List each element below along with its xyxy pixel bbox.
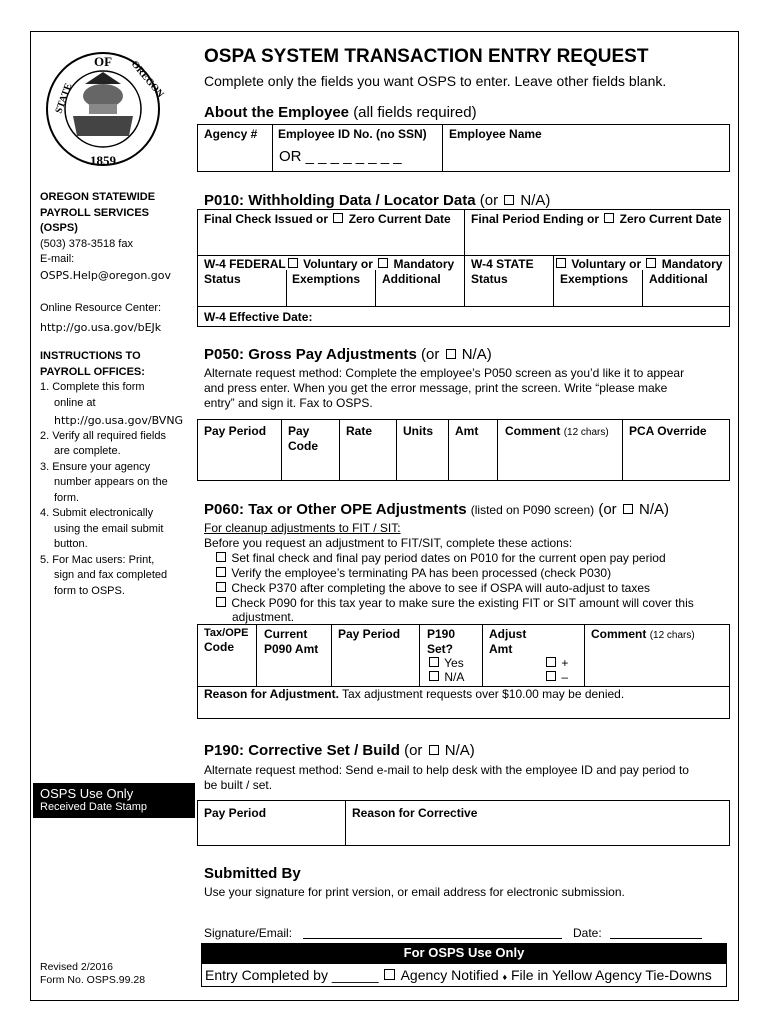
col-comment-text: Comment [505, 424, 561, 438]
col-set: Set? [427, 642, 454, 656]
state-options [554, 257, 722, 272]
status-label: Status [471, 272, 508, 286]
divider [345, 800, 346, 846]
col-adjust: Adjust [489, 627, 527, 641]
check-item-text: Set final check and final pay period dates on P010 for the current open pay period [228, 551, 666, 565]
p190-na-checkbox[interactable] [429, 745, 439, 755]
sidebar-resource [40, 301, 161, 335]
p060-heading-text: P060: Tax or Other OPE Adjustments [204, 501, 467, 518]
final-check-text: Final Check Issued or [204, 212, 332, 226]
divider [197, 306, 730, 307]
na-prefix: (or [479, 192, 503, 209]
p060-heading-note: (listed on P090 screen) [470, 503, 595, 517]
w4-state-label: W-4 STATE [471, 257, 534, 271]
employee-id-field[interactable]: OR _ _ _ _ _ _ _ _ [279, 148, 402, 165]
sidebar-org [40, 190, 171, 283]
col-adjust-amt: Amt [489, 642, 513, 656]
minus-checkbox[interactable] [546, 671, 556, 681]
date-field[interactable] [610, 938, 702, 939]
col-comment [505, 424, 609, 440]
plus-checkbox[interactable] [546, 657, 556, 667]
col-current: Current [264, 627, 308, 641]
p050-alt-line: Alternate request method: Complete the employee’s P050 screen as you’d like it to appear [204, 366, 685, 380]
action-checkbox[interactable] [216, 582, 226, 592]
diamond-bullet-icon: ♦ [502, 972, 508, 982]
final-check-label [204, 212, 451, 227]
osps-use-only-box [33, 783, 195, 818]
form-number: Form No. OSPS.99.28 [40, 974, 146, 986]
step-1-link[interactable]: http://go.usa.gov/BVNG [54, 414, 184, 427]
action-checkbox[interactable] [216, 552, 226, 562]
col-p190: P190 [427, 627, 456, 641]
divider [272, 124, 273, 172]
agency-field[interactable] [198, 143, 271, 171]
check-item-cont: adjustment. [232, 610, 295, 624]
col-comment [591, 627, 695, 643]
step-5: 5. For Mac users: Print, [40, 553, 155, 566]
oregon-seal-icon [45, 44, 166, 174]
na-text: N/A [441, 670, 465, 684]
set-yes-option [427, 656, 464, 671]
p060-heading: P060: Tax or Other OPE Adjustments (listed on P090 screen) (or N/A) [204, 501, 669, 518]
col-p090-amt: P090 Amt [264, 642, 319, 656]
minus-text: – [558, 670, 569, 684]
col-pay-period: Pay Period [338, 627, 401, 641]
reason-note: Tax adjustment requests over $10.00 may be denied. [338, 687, 625, 701]
set-na-option [427, 670, 464, 685]
p010-heading-text: P010: Withholding Data / Locator Data [204, 192, 476, 209]
col-pay-period: Pay Period [204, 424, 267, 438]
w4-federal-text: W-4 FEDERAL [204, 257, 286, 271]
p050-alt-line: and press enter. When you get the error message, print the screen. Write “please make [204, 381, 668, 395]
mandatory-text: Mandatory [658, 257, 723, 271]
divider [281, 419, 282, 481]
email-link[interactable]: OSPS.Help@oregon.gov [40, 268, 172, 282]
additional-label: Additional [382, 272, 441, 286]
mandatory-checkbox[interactable] [378, 258, 388, 268]
osps-use-only-label: OSPS Use Only [40, 786, 134, 801]
voluntary-checkbox[interactable] [288, 258, 298, 268]
org-line: OREGON STATEWIDE [40, 191, 156, 203]
zero-current-date-text: Zero Current Date [345, 212, 451, 226]
divider [642, 270, 643, 306]
p190-heading: P190: Corrective Set / Build (or N/A) [204, 742, 475, 759]
minus-option [544, 670, 568, 685]
divider [256, 624, 257, 686]
reason-label: Reason for Adjustment. [204, 687, 339, 701]
col-code: Code [288, 439, 318, 453]
osps-entry-row [201, 963, 727, 987]
mandatory-checkbox[interactable] [646, 258, 656, 268]
signature-field[interactable] [303, 938, 562, 939]
step-5-cont: form to OSPS. [54, 584, 125, 597]
plus-option [544, 656, 568, 671]
employee-name-field[interactable] [443, 143, 729, 171]
divider [375, 270, 376, 306]
received-stamp-label: Received Date Stamp [40, 801, 147, 813]
about-heading-note: (all fields required) [353, 104, 477, 121]
zero-current-date-checkbox[interactable] [333, 213, 343, 223]
divider [622, 419, 623, 481]
submitted-note: Use your signature for print version, or email address for electronic submission. [204, 885, 625, 899]
plus-text: + [558, 656, 569, 670]
zero-current-date-text: Zero Current Date [616, 212, 722, 226]
for-osps-use-only-bar: For OSPS Use Only [201, 943, 727, 963]
sidebar-instructions [40, 349, 183, 599]
w4-effective-date-label: W-4 Effective Date: [204, 310, 313, 324]
check-item-text: Verify the employee’s terminating PA has been processed (check P030) [228, 566, 612, 580]
form-subtitle: Complete only the fields you want OSPS to enter. Leave other fields blank. [204, 73, 667, 89]
divider [339, 419, 340, 481]
col-comment-text: Comment [591, 627, 647, 641]
exemptions-label: Exemptions [292, 272, 361, 286]
resource-link[interactable]: http://go.usa.gov/bEJk [40, 320, 162, 334]
col-tax-ope: Tax/OPE [204, 627, 249, 639]
org-line: PAYROLL SERVICES [40, 206, 150, 219]
signature-label: Signature/Email: [204, 926, 293, 940]
p190-alt-line: be built / set. [204, 778, 273, 792]
p060-na-checkbox[interactable] [623, 504, 633, 514]
email-label: E-mail: [40, 253, 75, 265]
agency-notified-checkbox[interactable] [384, 969, 395, 980]
check-item-text: Check P090 for this tax year to make sure the existing FIT or SIT amount will cover this [228, 596, 694, 610]
employee-name-label: Employee Name [449, 127, 542, 141]
voluntary-text: Voluntary or [299, 257, 377, 271]
p050-heading: P050: Gross Pay Adjustments (or N/A) [204, 346, 492, 363]
final-period-label [471, 212, 722, 227]
instructions-title: PAYROLL OFFICES: [40, 365, 145, 378]
divider [396, 419, 397, 481]
final-period-text: Final Period Ending or [471, 212, 603, 226]
about-heading [204, 104, 477, 121]
col-amt: Amt [455, 424, 479, 438]
instructions-title: INSTRUCTIONS TO [40, 350, 141, 362]
resource-label: Online Resource Center: [40, 302, 162, 314]
p010-heading [204, 192, 550, 209]
check-item [214, 596, 694, 611]
check-item-text: Check P370 after completing the above to see if OSPA will auto-adjust to taxes [228, 581, 651, 595]
col-units: Units [403, 424, 433, 438]
reason-for-adjustment [204, 687, 624, 702]
divider [482, 624, 483, 686]
col-pay-period: Pay Period [204, 806, 267, 820]
agency-notified-text: Agency Notified [397, 967, 503, 983]
before-text: Before you request an adjustment to FIT/SIT, complete these actions: [204, 536, 573, 550]
p190-alt-line: Alternate request method: Send e-mail to help desk with the employee ID and pay period to [204, 763, 689, 777]
w4-federal-label [204, 257, 454, 272]
date-label: Date: [573, 926, 602, 940]
check-item [214, 551, 666, 566]
col-comment-note: (12 chars) [563, 427, 609, 438]
employee-id-label: Employee ID No. (no SSN) [278, 127, 427, 141]
org-line: (OSPS) [40, 222, 78, 234]
status-label: Status [204, 272, 241, 286]
additional-label: Additional [649, 272, 708, 286]
p050-heading-text: P050: Gross Pay Adjustments [204, 346, 417, 363]
fax-number: (503) 378-3518 fax [40, 237, 133, 250]
col-pay: Pay [288, 424, 310, 438]
check-item [214, 581, 650, 596]
step-4-cont: using the email submit [54, 522, 164, 535]
seal-top-text: OF [93, 54, 113, 69]
mandatory-text: Mandatory [390, 257, 455, 271]
divider [497, 419, 498, 481]
divider [286, 270, 287, 306]
step-4-cont: button. [54, 538, 88, 550]
submitted-heading: Submitted By [204, 865, 301, 882]
action-checkbox[interactable] [216, 567, 226, 577]
p010-na-checkbox[interactable] [504, 195, 514, 205]
step-1: 1. Complete this form [40, 381, 145, 393]
revised-date: Revised 2/2016 [40, 961, 113, 973]
divider [419, 624, 420, 686]
agency-label: Agency # [204, 127, 258, 141]
divider [584, 624, 585, 686]
entry-completed-text: Entry Completed by ______ [205, 967, 383, 983]
col-pca-override: PCA Override [629, 424, 707, 438]
p050-alt-line: entry” and sign it. Fax to OSPS. [204, 396, 373, 410]
form-title: OSPA SYSTEM TRANSACTION ENTRY REQUEST [204, 46, 649, 67]
divider [448, 419, 449, 481]
zero-current-date-checkbox[interactable] [604, 213, 614, 223]
file-tie-downs-text: File in Yellow Agency Tie-Downs [507, 967, 712, 983]
cleanup-title: For cleanup adjustments to FIT / SIT: [204, 521, 401, 535]
col-reason-corrective: Reason for Corrective [352, 806, 478, 820]
step-4: 4. Submit electronically [40, 507, 154, 519]
step-3-cont: number appears on the [54, 476, 168, 488]
voluntary-text: Voluntary or [568, 257, 645, 271]
exemptions-label: Exemptions [560, 272, 629, 286]
yes-checkbox[interactable] [429, 657, 439, 667]
na-suffix: N/A) [516, 192, 551, 209]
p050-na-checkbox[interactable] [446, 349, 456, 359]
step-5-cont: sign and fax completed [54, 569, 168, 581]
col-rate: Rate [346, 424, 373, 438]
na-checkbox[interactable] [429, 671, 439, 681]
yes-text: Yes [441, 656, 464, 670]
check-item [214, 566, 611, 581]
step-3-cont: form. [54, 491, 80, 504]
seal-year: 1859 [90, 153, 116, 168]
step-1-cont: online at [54, 396, 96, 409]
form-revision [40, 961, 145, 987]
step-2: 2. Verify all required fields [40, 429, 166, 442]
voluntary-checkbox[interactable] [556, 258, 566, 268]
col-code: Code [204, 640, 234, 654]
divider [331, 624, 332, 686]
about-heading-text: About the Employee [204, 104, 350, 121]
step-3: 3. Ensure your agency [40, 460, 151, 473]
col-comment-note: (12 chars) [649, 630, 695, 641]
seal-right-text: OREGON [128, 58, 166, 100]
seal-left-text: STATE [53, 81, 75, 116]
divider [464, 209, 465, 306]
action-checkbox[interactable] [216, 597, 226, 607]
step-2-cont: are complete. [54, 445, 121, 457]
p190-heading-text: P190: Corrective Set / Build [204, 742, 400, 759]
